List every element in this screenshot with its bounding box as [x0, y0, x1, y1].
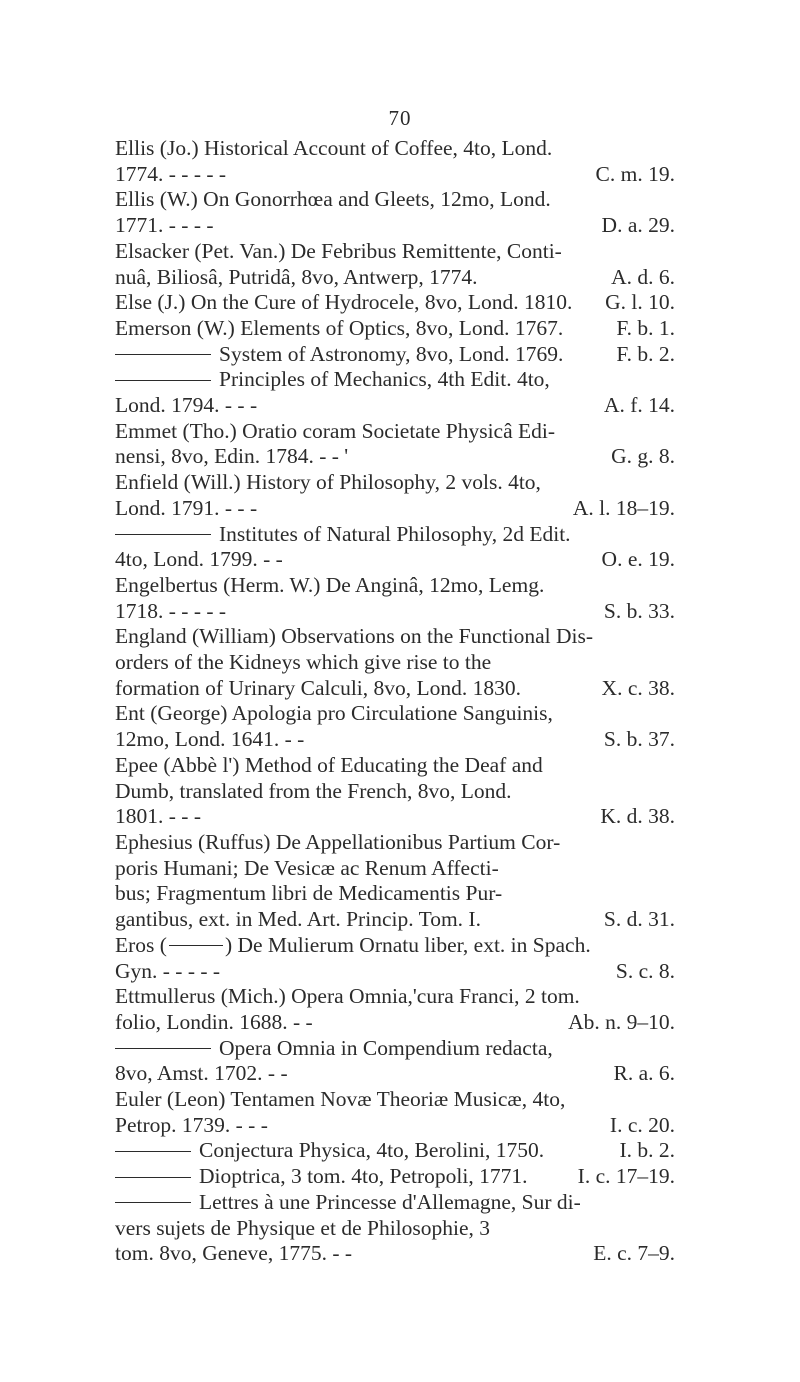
- entry-text: Lettres à une Princesse d'Allemagne, Sur di-: [199, 1189, 581, 1214]
- entry-line: [115, 829, 675, 856]
- entry-text: Eros (: [115, 932, 167, 957]
- entry-line: [115, 727, 675, 753]
- shelf-mark: A. d. 6.: [611, 264, 675, 289]
- entry-line: [115, 650, 675, 676]
- shelf-mark: G. g. 8.: [611, 444, 675, 469]
- catalogue-entry: [115, 1164, 675, 1190]
- entry-line: [115, 470, 675, 496]
- ditto-dash: [115, 1177, 191, 1178]
- entry-text: Ellis (W.) On Gonorrhœa and Gleets, 12mo, Lond.: [115, 187, 551, 212]
- entry-line: [115, 752, 675, 779]
- entry-text: 1771. - - - -: [115, 213, 214, 238]
- entry-line: [115, 444, 675, 470]
- entry-text: vers sujets de Physique et de Philosophie, 3: [115, 1215, 491, 1240]
- entry-line: [139, 1164, 675, 1190]
- entry-line: [115, 1112, 675, 1139]
- entry-line: [115, 932, 675, 959]
- catalogue-entry: [115, 1138, 675, 1164]
- entry-line: [115, 881, 675, 907]
- entry-line: [115, 264, 675, 291]
- entry-text: Ent (George) Apologia pro Circulatione Sanguinis,: [115, 701, 553, 726]
- entry-line: [139, 367, 675, 393]
- entry-line: [115, 855, 675, 882]
- catalogue-entry: [115, 187, 675, 238]
- ditto-dash: [115, 1202, 191, 1203]
- entry-text: Engelbertus (Herm. W.) De Anginâ, 12mo, Lemg.: [115, 572, 545, 597]
- entry-text: Ephesius (Ruffus) De Appellationibus Partium Cor-: [115, 829, 561, 854]
- entry-text: Lond. 1794. - - -: [115, 393, 258, 418]
- entry-text: poris Humani; De Vesicæ ac Renum Affecti-: [115, 855, 499, 880]
- shelf-mark: A. f. 14.: [603, 393, 675, 418]
- shelf-mark: G. l. 10.: [605, 290, 675, 315]
- catalogue-entry: [115, 136, 675, 187]
- shelf-mark: S. b. 33.: [603, 598, 675, 623]
- entry-text: Enfield (Will.) History of Philosophy, 2 vols. 4to,: [115, 470, 541, 495]
- entry-text: 1801. - - -: [115, 804, 201, 829]
- entry-line: [115, 161, 675, 188]
- entry-line: [115, 624, 675, 650]
- entry-text: Principles of Mechanics, 4th Edit. 4to,: [219, 367, 550, 392]
- entry-line: [115, 136, 675, 162]
- shelf-mark: E. c. 7–9.: [593, 1241, 675, 1266]
- shelf-mark: I. c. 20.: [609, 1112, 675, 1137]
- catalogue-entry: [115, 419, 675, 470]
- catalogue-entry: [115, 984, 675, 1035]
- entry-text: Emerson (W.) Elements of Optics, 8vo, Lond. 1767.: [115, 315, 564, 340]
- entry-line: [115, 907, 675, 933]
- entry-line: [115, 315, 675, 342]
- shelf-mark: C. m. 19.: [595, 161, 675, 186]
- catalogue-entry: [115, 367, 675, 418]
- entry-line: [115, 598, 675, 625]
- catalogue-entry: [115, 522, 675, 573]
- entry-text: 1718. - - - - -: [115, 598, 227, 623]
- entry-line: [115, 1215, 675, 1242]
- entry-text: folio, Londin. 1688. - -: [115, 1009, 313, 1034]
- entry-text: Epee (Abbè l') Method of Educating the Deaf and: [115, 752, 543, 777]
- entry-text: gantibus, ext. in Med. Art. Princip. Tom. I.: [115, 907, 481, 932]
- entry-line: [139, 342, 675, 368]
- entry-line: [115, 958, 675, 985]
- catalogue-entries: [115, 136, 675, 1267]
- entry-line: [115, 701, 675, 727]
- entry-text: 4to, Lond. 1799. - -: [115, 547, 283, 572]
- entry-text: Opera Omnia in Compendium redacta,: [219, 1035, 553, 1060]
- blank-dash: [169, 945, 223, 946]
- shelf-mark: Ab. n. 9–10.: [568, 1009, 675, 1034]
- catalogue-entry: [115, 624, 675, 701]
- entry-text: Else (J.) On the Cure of Hydrocele, 8vo, Lond. 1810.: [115, 290, 573, 315]
- entry-text: Elsacker (Pet. Van.) De Febribus Remittente, Conti-: [115, 238, 562, 263]
- catalogue-entry: [115, 316, 675, 342]
- shelf-mark: I. c. 17–19.: [577, 1164, 675, 1189]
- page-number: 70: [388, 106, 412, 130]
- entry-line: [115, 1087, 675, 1113]
- catalogue-entry: [115, 239, 675, 290]
- shelf-mark: A. l. 18–19.: [572, 495, 675, 520]
- entry-line: [115, 495, 675, 522]
- shelf-mark: I. b. 2.: [619, 1138, 675, 1163]
- shelf-mark: R. a. 6.: [613, 1061, 675, 1086]
- entry-text: bus; Fragmentum libri de Medicamentis Pur-: [115, 881, 503, 906]
- entry-text: 12mo, Lond. 1641. - -: [115, 727, 305, 752]
- entry-text: Dioptrica, 3 tom. 4to, Petropoli, 1771.: [199, 1164, 528, 1189]
- catalogue-entry: [115, 1036, 675, 1087]
- entry-line: [115, 1061, 675, 1087]
- catalogue-entry: [115, 342, 675, 368]
- entry-line: [115, 984, 675, 1010]
- catalogue-entry: [115, 701, 675, 752]
- shelf-mark: K. d. 38.: [600, 804, 675, 829]
- shelf-mark: S. d. 31.: [603, 907, 675, 932]
- entry-text: orders of the Kidneys which give rise to the: [115, 650, 492, 675]
- entry-line: [115, 187, 675, 213]
- catalogue-entry: [115, 470, 675, 521]
- catalogue-entry: [115, 1087, 675, 1138]
- entry-text: nensi, 8vo, Edin. 1784. - - ': [115, 444, 349, 469]
- catalogue-entry: [115, 753, 675, 830]
- entry-text: England (William) Observations on the Functional Dis-: [115, 624, 594, 649]
- entry-text: Euler (Leon) Tentamen Novæ Theoriæ Musicæ, 4to,: [115, 1087, 566, 1112]
- entry-text: Conjectura Physica, 4to, Berolini, 1750.: [199, 1138, 545, 1163]
- shelf-mark: F. b. 1.: [616, 315, 675, 340]
- entry-text: ) De Mulierum Ornatu liber, ext. in Spach.: [224, 932, 591, 957]
- entry-line: [115, 393, 675, 419]
- entry-text: tom. 8vo, Geneve, 1775. - -: [115, 1241, 353, 1266]
- entry-text: Dumb, translated from the French, 8vo, Lond.: [115, 778, 512, 803]
- entry-text: Petrop. 1739. - - -: [115, 1112, 268, 1137]
- entry-line: [115, 572, 675, 599]
- ditto-dash: [115, 1151, 191, 1152]
- entry-line: [115, 213, 675, 239]
- entry-text: Institutes of Natural Philosophy, 2d Edit.: [219, 521, 571, 546]
- entry-text: Gyn. - - - - -: [115, 958, 221, 983]
- entry-text: 1774. - - - - -: [115, 161, 227, 186]
- entry-text: System of Astronomy, 8vo, Lond. 1769.: [219, 341, 564, 366]
- catalogue-entry: [115, 933, 675, 984]
- catalogue-entry: [115, 573, 675, 624]
- shelf-mark: O. e. 19.: [601, 547, 675, 572]
- entry-line: [115, 547, 675, 573]
- ditto-dash: [115, 534, 211, 535]
- entry-line: [139, 522, 675, 548]
- entry-text: formation of Urinary Calculi, 8vo, Lond. 1830.: [115, 675, 522, 700]
- entry-line: [115, 290, 675, 316]
- ditto-dash: [115, 380, 211, 381]
- entry-line: [139, 1190, 675, 1216]
- ditto-dash: [115, 354, 211, 355]
- entry-line: [115, 778, 675, 805]
- shelf-mark: X. c. 38.: [601, 675, 675, 700]
- entry-text: Ettmullerus (Mich.) Opera Omnia,'cura Franci, 2 tom.: [115, 984, 580, 1009]
- entry-line: [115, 1009, 675, 1036]
- ditto-dash: [115, 1048, 211, 1049]
- shelf-mark: S. b. 37.: [603, 727, 675, 752]
- entry-text: Emmet (Tho.) Oratio coram Societate Physicâ Edi-: [115, 418, 556, 443]
- entry-line: [115, 675, 675, 702]
- entry-line: [115, 1241, 675, 1267]
- entry-line: [115, 804, 675, 830]
- catalogue-entry: [115, 290, 675, 316]
- shelf-mark: S. c. 8.: [615, 958, 675, 983]
- shelf-mark: D. a. 29.: [601, 213, 675, 238]
- shelf-mark: F. b. 2.: [616, 341, 675, 366]
- entry-line: [139, 1036, 675, 1062]
- entry-line: [115, 238, 675, 265]
- entry-text: 8vo, Amst. 1702. - -: [115, 1061, 288, 1086]
- entry-text: nuâ, Biliosâ, Putridâ, 8vo, Antwerp, 1774.: [115, 264, 478, 289]
- entry-line: [115, 418, 675, 445]
- entry-text: Ellis (Jo.) Historical Account of Coffee, 4to, Lond.: [115, 136, 553, 160]
- entry-text: Lond. 1791. - - -: [115, 495, 258, 520]
- entry-line: [139, 1138, 675, 1164]
- catalogue-entry: [115, 830, 675, 933]
- catalogue-entry: [115, 1190, 675, 1267]
